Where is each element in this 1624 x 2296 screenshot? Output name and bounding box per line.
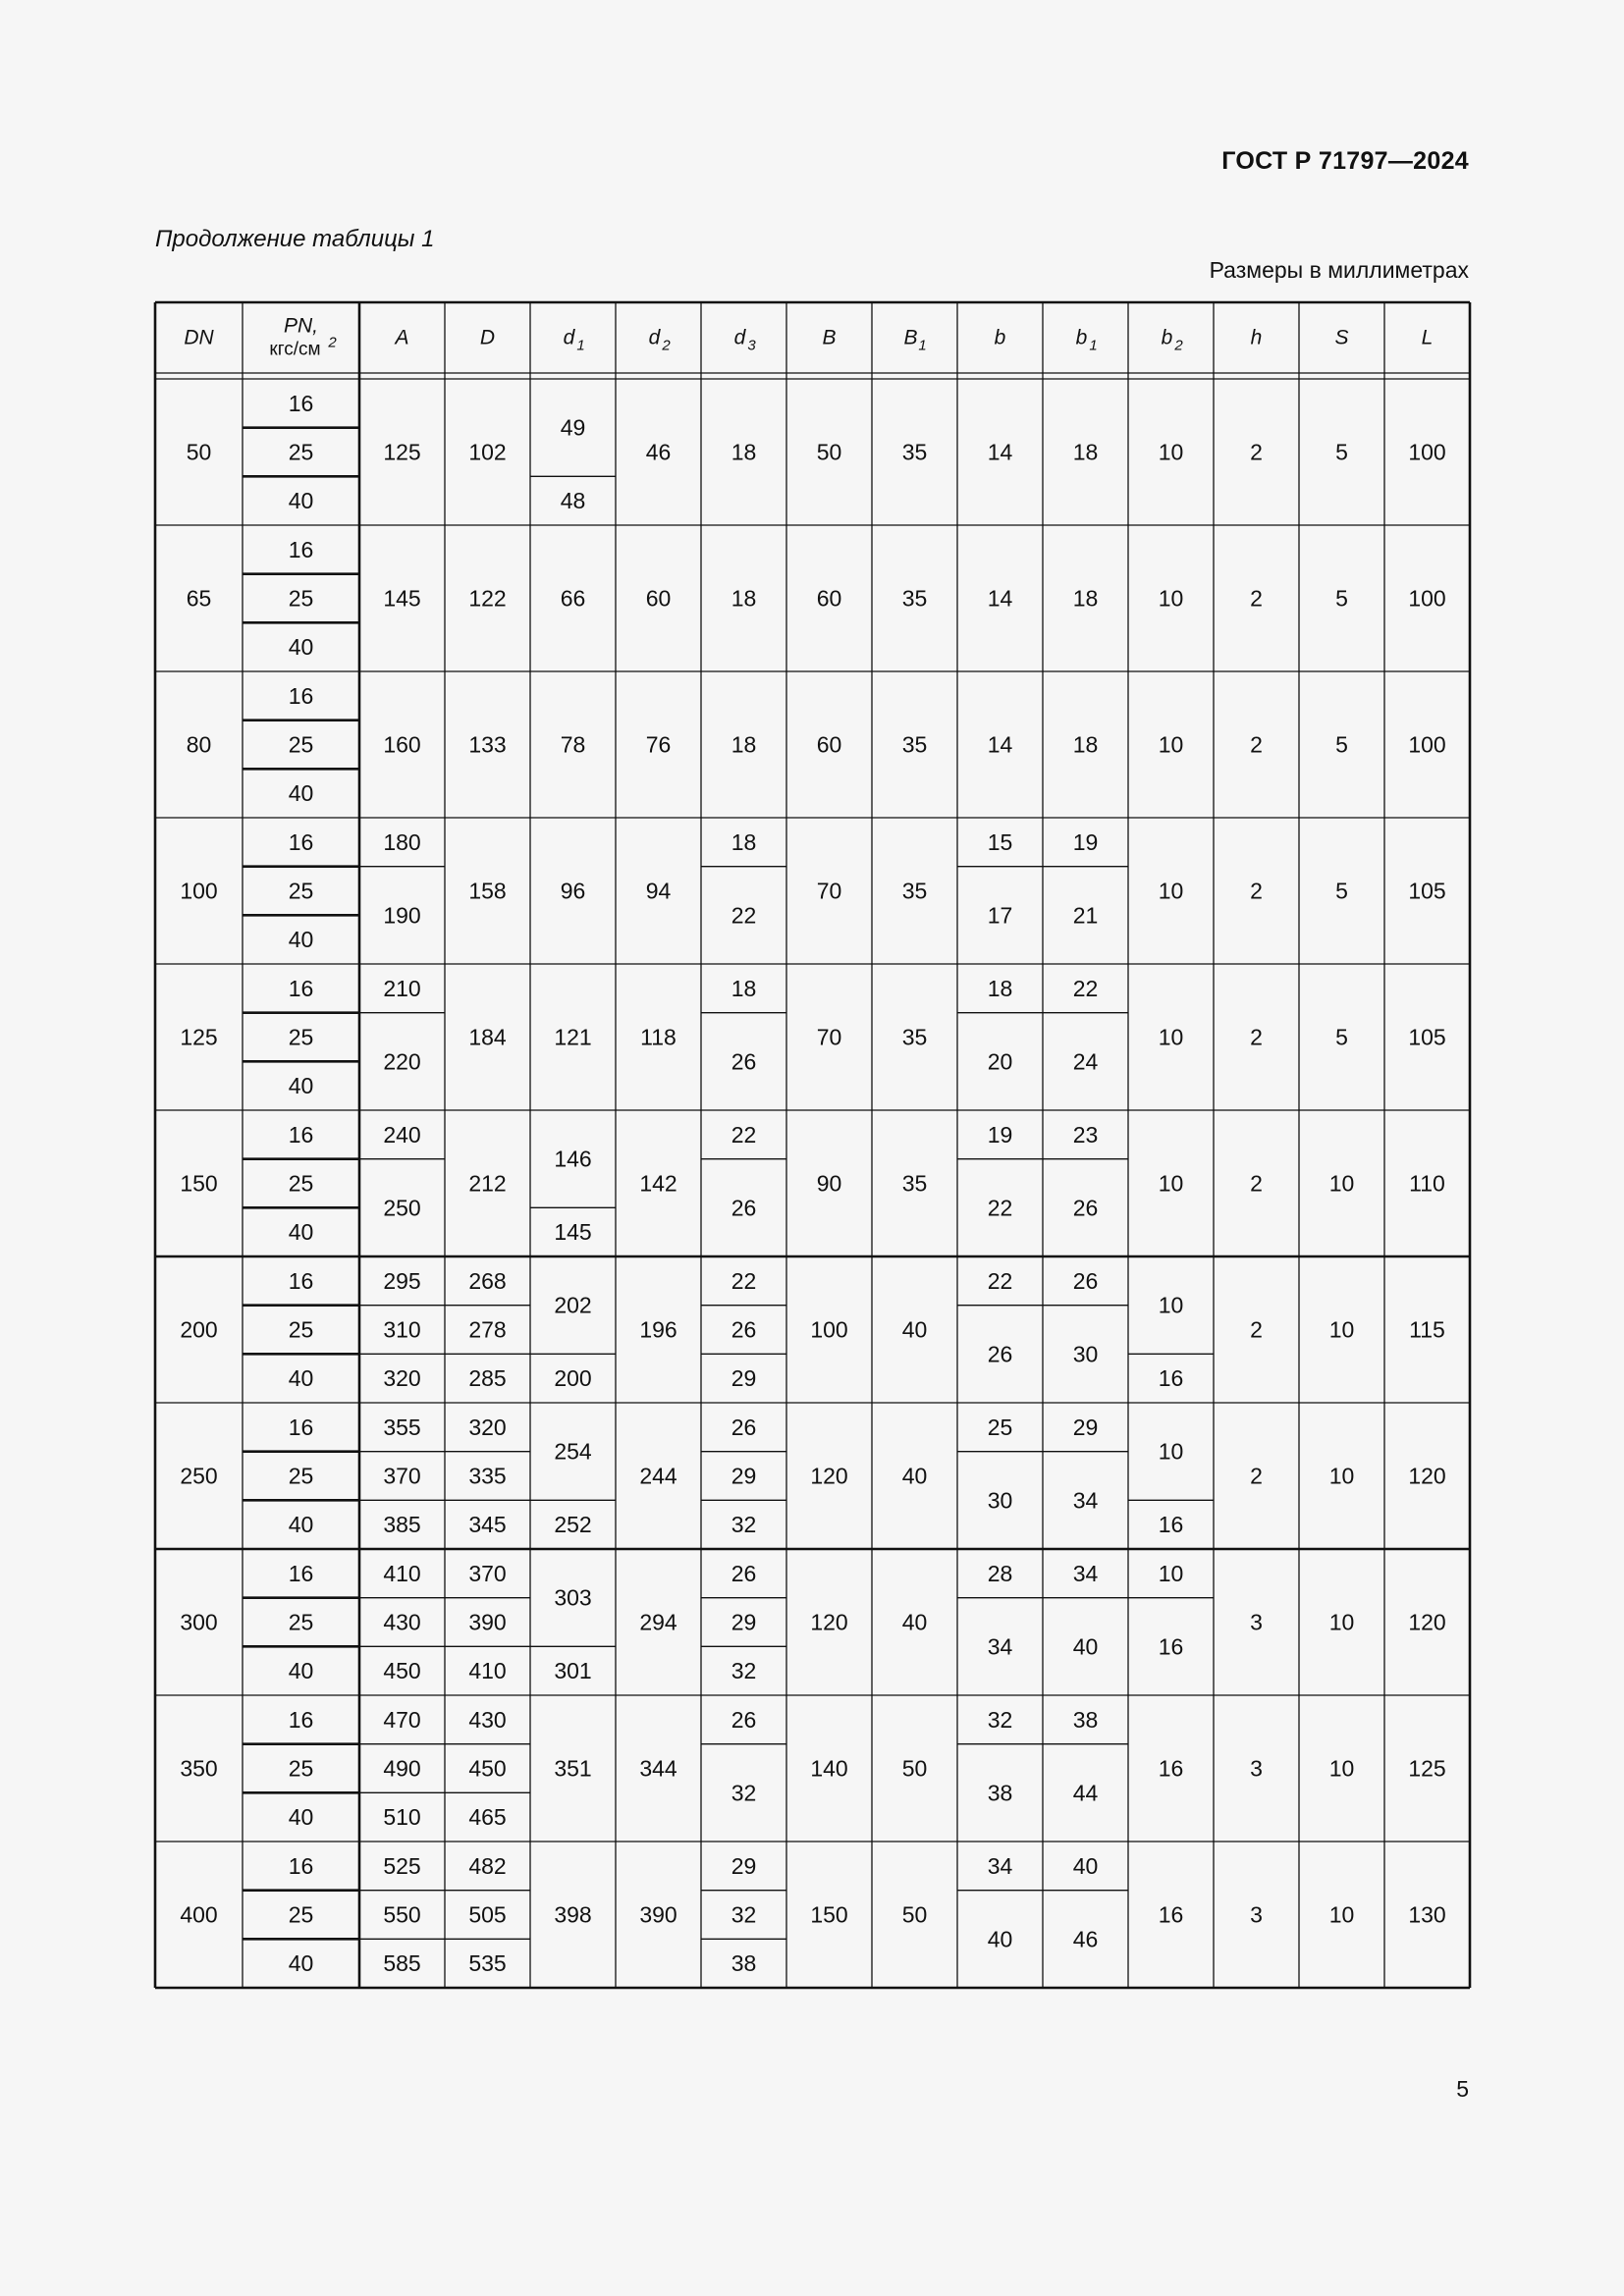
table-cell: 10 — [1158, 878, 1184, 904]
table-cell: 16 — [288, 1560, 314, 1586]
table-cell: 25 — [288, 1024, 314, 1050]
table-cell: 470 — [383, 1706, 421, 1733]
table-cell: 76 — [645, 731, 672, 758]
table-cell: 2 — [1250, 1024, 1263, 1050]
table-cell: 20 — [987, 1048, 1013, 1075]
table-cell: 40 — [1072, 1633, 1099, 1660]
table-cell: 46 — [1072, 1926, 1099, 1952]
table-cell: 22 — [987, 1267, 1013, 1294]
table-cell: 300 — [180, 1609, 218, 1635]
header-d2: d — [648, 326, 661, 349]
table-cell: 115 — [1409, 1316, 1445, 1343]
table-cell: 29 — [731, 1609, 757, 1635]
table-cell: 5 — [1335, 1024, 1348, 1050]
table-cell: 14 — [987, 439, 1013, 465]
table-cell: 10 — [1158, 1024, 1184, 1050]
table-cell: 21 — [1072, 902, 1099, 929]
table-cell: 120 — [1408, 1463, 1446, 1489]
table-cell: 18 — [987, 975, 1013, 1001]
table-cell: 184 — [468, 1024, 507, 1050]
table-cell: 16 — [288, 975, 314, 1001]
table-cell: 335 — [468, 1463, 507, 1489]
table-cell: 210 — [383, 975, 421, 1001]
header-b: b — [994, 326, 1006, 349]
table-cell: 65 — [186, 585, 212, 612]
table-cell: 19 — [987, 1121, 1013, 1148]
table-cell: 49 — [560, 414, 586, 441]
table-cell: 29 — [731, 1852, 757, 1879]
table-cell: 25 — [288, 1901, 314, 1928]
table-cell: 355 — [383, 1414, 421, 1440]
table-cell: 14 — [987, 585, 1013, 612]
table-cell: 25 — [288, 585, 314, 612]
table-cell: 10 — [1158, 1438, 1184, 1465]
table-cell: 2 — [1250, 1463, 1263, 1489]
table-cell: 294 — [639, 1609, 677, 1635]
table-cell: 10 — [1158, 585, 1184, 612]
table-cell: 180 — [383, 828, 421, 855]
header-l: L — [1421, 326, 1434, 349]
table-cell: 25 — [288, 878, 314, 904]
header-d3: d — [733, 326, 746, 349]
table-cell: 32 — [731, 1780, 757, 1806]
table-cell: 320 — [468, 1414, 507, 1440]
table-cell: 70 — [816, 1024, 842, 1050]
table-cell: 16 — [288, 1852, 314, 1879]
table-cell: 35 — [901, 1170, 928, 1197]
header-s: S — [1334, 326, 1349, 349]
table-cell: 303 — [554, 1584, 592, 1611]
table-cell: 2 — [1250, 731, 1263, 758]
table-cell: 44 — [1072, 1780, 1099, 1806]
table-cell: 40 — [288, 1512, 314, 1538]
table-cell: 50 — [186, 439, 212, 465]
table-cell: 370 — [468, 1560, 507, 1586]
header-h: h — [1250, 326, 1263, 349]
table-cell: 390 — [468, 1609, 507, 1635]
table-cell: 320 — [383, 1365, 421, 1392]
table-cell: 133 — [468, 731, 507, 758]
table-cell: 410 — [383, 1560, 421, 1586]
table-cell: 5 — [1335, 731, 1348, 758]
table-cell: 510 — [383, 1804, 421, 1831]
table-cell: 16 — [288, 1121, 314, 1148]
table-cell: 25 — [288, 731, 314, 758]
table-cell: 140 — [810, 1755, 848, 1782]
table-cell: 50 — [901, 1901, 928, 1928]
table-cell: 100 — [1408, 439, 1446, 465]
header-a: A — [395, 326, 409, 349]
table-cell: 150 — [180, 1170, 218, 1197]
table-cell: 26 — [1072, 1195, 1099, 1221]
table-cell: 344 — [639, 1755, 677, 1782]
table-cell: 482 — [468, 1852, 507, 1879]
header-b2: b — [1161, 326, 1173, 349]
table-cell: 2 — [1250, 878, 1263, 904]
table-cell: 2 — [1250, 1170, 1263, 1197]
table-cell: 28 — [987, 1560, 1013, 1586]
table-cell: 26 — [731, 1414, 757, 1440]
table-cell: 252 — [554, 1512, 592, 1538]
table-cell: 505 — [468, 1901, 507, 1928]
table-cell: 2 — [1250, 585, 1263, 612]
table-cell: 34 — [987, 1633, 1013, 1660]
table-cell: 10 — [1158, 1170, 1184, 1197]
table-cell: 3 — [1250, 1755, 1263, 1782]
table-cell: 125 — [383, 439, 421, 465]
table-cell: 38 — [731, 1950, 757, 1977]
table-cell: 18 — [1072, 585, 1099, 612]
table-cell: 10 — [1328, 1463, 1355, 1489]
table-cell: 24 — [1072, 1048, 1099, 1075]
table-cell: 2 — [1250, 1316, 1263, 1343]
table-cell: 450 — [383, 1658, 421, 1684]
table-cell: 310 — [383, 1316, 421, 1343]
table-cell: 26 — [731, 1560, 757, 1586]
table-cell: 254 — [554, 1438, 592, 1465]
table-cell: 5 — [1335, 585, 1348, 612]
page-number: 5 — [1456, 2076, 1469, 2102]
table-cell: 60 — [645, 585, 672, 612]
table-cell: 3 — [1250, 1609, 1263, 1635]
table-cell: 35 — [901, 585, 928, 612]
table-cell: 285 — [468, 1365, 507, 1392]
header-b1: b — [1075, 326, 1088, 349]
table-cell: 220 — [383, 1048, 421, 1075]
table-cell: 26 — [1072, 1267, 1099, 1294]
table-cell: 100 — [1408, 731, 1446, 758]
table-cell: 10 — [1328, 1316, 1355, 1343]
table-cell: 350 — [180, 1755, 218, 1782]
table-cell: 118 — [640, 1024, 677, 1050]
table-cell: 100 — [1408, 585, 1446, 612]
table-cell: 35 — [901, 731, 928, 758]
table-cell: 26 — [731, 1316, 757, 1343]
document-code: ГОСТ Р 71797—2024 — [1221, 147, 1469, 175]
table-cell: 22 — [987, 1195, 1013, 1221]
table-cell: 40 — [288, 1073, 314, 1099]
table-cell: 40 — [1072, 1852, 1099, 1879]
table-cell: 525 — [383, 1852, 421, 1879]
table-cell: 16 — [288, 390, 314, 416]
table-cell: 16 — [288, 536, 314, 562]
table-cell: 26 — [731, 1195, 757, 1221]
table-cell: 390 — [639, 1901, 677, 1928]
table-cell: 35 — [901, 878, 928, 904]
table-cell: 25 — [288, 1170, 314, 1197]
table-cell: 80 — [186, 731, 212, 758]
table-cell: 40 — [288, 488, 314, 514]
table-cell: 5 — [1335, 878, 1348, 904]
table-cell: 14 — [987, 731, 1013, 758]
header-subscript: 1 — [918, 337, 927, 354]
table-cell: 48 — [560, 488, 586, 514]
table-cell: 40 — [288, 1804, 314, 1831]
header-subscript: 2 — [662, 337, 671, 354]
table-cell: 40 — [901, 1463, 928, 1489]
table-cell: 125 — [180, 1024, 218, 1050]
table-cell: 17 — [987, 902, 1013, 929]
table-cell: 22 — [731, 902, 757, 929]
table-cell: 10 — [1328, 1755, 1355, 1782]
table-cell: 22 — [731, 1121, 757, 1148]
table-cell: 345 — [468, 1512, 507, 1538]
table-cell: 450 — [468, 1755, 507, 1782]
table-cell: 34 — [1072, 1560, 1099, 1586]
table-cell: 70 — [816, 878, 842, 904]
table-cell: 120 — [1408, 1609, 1446, 1635]
table-cell: 200 — [554, 1365, 592, 1392]
table-cell: 550 — [383, 1901, 421, 1928]
table-cell: 244 — [639, 1463, 677, 1489]
table-cell: 158 — [468, 878, 507, 904]
table-cell: 5 — [1335, 439, 1348, 465]
table-cell: 16 — [288, 682, 314, 709]
table-cell: 10 — [1158, 1560, 1184, 1586]
table-cell: 105 — [1408, 878, 1446, 904]
table-cell: 40 — [987, 1926, 1013, 1952]
table-cell: 90 — [816, 1170, 842, 1197]
table-cell: 142 — [639, 1170, 677, 1197]
table-cell: 18 — [731, 731, 757, 758]
table-cell: 32 — [987, 1706, 1013, 1733]
table-cell: 240 — [383, 1121, 421, 1148]
table-cell: 25 — [288, 1316, 314, 1343]
table-cell: 18 — [1072, 439, 1099, 465]
table-cell: 16 — [288, 828, 314, 855]
table-cell: 29 — [731, 1365, 757, 1392]
table-cell: 145 — [383, 585, 421, 612]
table-cell: 40 — [288, 1658, 314, 1684]
table-cell: 22 — [731, 1267, 757, 1294]
units-note: Размеры в миллиметрах — [1209, 257, 1469, 283]
table-cell: 301 — [554, 1658, 592, 1684]
table-cell: 200 — [180, 1316, 218, 1343]
table-cell: 66 — [560, 585, 586, 612]
table-cell: 130 — [1408, 1901, 1446, 1928]
header-d1: d — [563, 326, 575, 349]
table-cell: 16 — [288, 1414, 314, 1440]
table-cell: 120 — [810, 1463, 848, 1489]
table-cell: 351 — [554, 1755, 592, 1782]
table-cell: 40 — [901, 1316, 928, 1343]
table-cell: 96 — [560, 878, 586, 904]
table-cell: 10 — [1158, 1292, 1184, 1318]
table-cell: 50 — [816, 439, 842, 465]
table-cell: 16 — [288, 1706, 314, 1733]
table-cell: 122 — [468, 585, 507, 612]
header-d: D — [479, 326, 496, 349]
table-cell: 29 — [731, 1463, 757, 1489]
table-cell: 295 — [383, 1267, 421, 1294]
table-cell: 10 — [1328, 1170, 1355, 1197]
table-cell: 78 — [560, 731, 586, 758]
table-cell: 26 — [987, 1341, 1013, 1367]
table-cell: 16 — [1158, 1512, 1184, 1538]
table-cell: 40 — [288, 927, 314, 953]
table-caption: Продолжение таблицы 1 — [155, 226, 435, 252]
table-cell: 60 — [816, 585, 842, 612]
table-cell: 18 — [731, 585, 757, 612]
table-cell: 10 — [1328, 1609, 1355, 1635]
table-cell: 50 — [901, 1755, 928, 1782]
table-cell: 15 — [987, 828, 1013, 855]
table-cell: 370 — [383, 1463, 421, 1489]
header-dn: DN — [184, 326, 214, 349]
table-cell: 26 — [731, 1706, 757, 1733]
table-cell: 400 — [180, 1901, 218, 1928]
table-cell: 40 — [901, 1609, 928, 1635]
table-cell: 22 — [1072, 975, 1099, 1001]
table-cell: 490 — [383, 1755, 421, 1782]
table-cell: 25 — [288, 1609, 314, 1635]
table-cell: 38 — [987, 1780, 1013, 1806]
table-cell: 535 — [468, 1950, 507, 1977]
table-cell: 26 — [731, 1048, 757, 1075]
table-cell: 398 — [554, 1901, 592, 1928]
table-cell: 278 — [468, 1316, 507, 1343]
header-subscript: 3 — [747, 337, 756, 354]
table-cell: 40 — [288, 780, 314, 807]
table-cell: 16 — [1158, 1755, 1184, 1782]
table-cell: 160 — [383, 731, 421, 758]
table-cell: 105 — [1408, 1024, 1446, 1050]
table-cell: 410 — [468, 1658, 507, 1684]
table-cell: 385 — [383, 1512, 421, 1538]
table-cell: 18 — [731, 828, 757, 855]
table-cell: 120 — [810, 1609, 848, 1635]
table-cell: 32 — [731, 1658, 757, 1684]
table-cell: 18 — [731, 439, 757, 465]
table-cell: 145 — [554, 1219, 592, 1246]
table-cell: 250 — [383, 1195, 421, 1221]
table-cell: 212 — [468, 1170, 507, 1197]
table-cell: 121 — [554, 1024, 592, 1050]
table-cell: 34 — [987, 1852, 1013, 1879]
table-cell: 102 — [468, 439, 507, 465]
table-cell: 585 — [383, 1950, 421, 1977]
table-cell: 146 — [554, 1146, 592, 1172]
table-cell: 202 — [554, 1292, 592, 1318]
table-cell: 40 — [288, 1365, 314, 1392]
table-cell: 30 — [1072, 1341, 1099, 1367]
header-pn-sup: 2 — [328, 334, 337, 351]
table-cell: 16 — [1158, 1633, 1184, 1660]
header-b: B — [822, 326, 837, 349]
table-cell: 23 — [1072, 1121, 1099, 1148]
table-cell: 32 — [731, 1512, 757, 1538]
table-cell: 25 — [288, 1463, 314, 1489]
table-cell: 30 — [987, 1487, 1013, 1514]
table-cell: 18 — [1072, 731, 1099, 758]
table-cell: 32 — [731, 1901, 757, 1928]
header-b1: B — [903, 326, 918, 349]
table-cell: 38 — [1072, 1706, 1099, 1733]
table-cell: 35 — [901, 439, 928, 465]
table-cell: 16 — [1158, 1365, 1184, 1392]
header-pn-unit: кгс/см — [269, 339, 321, 360]
table-cell: 60 — [816, 731, 842, 758]
table-cell: 465 — [468, 1804, 507, 1831]
table-cell: 25 — [987, 1414, 1013, 1440]
table-cell: 100 — [180, 878, 218, 904]
table-cell: 25 — [288, 439, 314, 465]
table-cell: 110 — [1409, 1170, 1445, 1197]
table-cell: 29 — [1072, 1414, 1099, 1440]
table-cell: 94 — [645, 878, 672, 904]
table-cell: 196 — [639, 1316, 677, 1343]
table-cell: 10 — [1328, 1901, 1355, 1928]
table-cell: 190 — [383, 902, 421, 929]
table-cell: 16 — [288, 1267, 314, 1294]
header-subscript: 1 — [576, 337, 585, 354]
table-cell: 19 — [1072, 828, 1099, 855]
table-cell: 40 — [288, 1950, 314, 1977]
header-subscript: 1 — [1089, 337, 1098, 354]
table-cell: 268 — [468, 1267, 507, 1294]
table-cell: 3 — [1250, 1901, 1263, 1928]
table-cell: 430 — [468, 1706, 507, 1733]
table-cell: 10 — [1158, 731, 1184, 758]
table-cell: 10 — [1158, 439, 1184, 465]
header-pn: PN, — [283, 314, 319, 338]
table-cell: 125 — [1408, 1755, 1446, 1782]
table-cell: 100 — [810, 1316, 848, 1343]
table-cell: 430 — [383, 1609, 421, 1635]
table-cell: 46 — [645, 439, 672, 465]
table-cell: 2 — [1250, 439, 1263, 465]
table-cell: 40 — [288, 634, 314, 661]
table-cell: 250 — [180, 1463, 218, 1489]
table-cell: 150 — [810, 1901, 848, 1928]
table-cell: 35 — [901, 1024, 928, 1050]
table-cell: 34 — [1072, 1487, 1099, 1514]
table-cell: 18 — [731, 975, 757, 1001]
header-subscript: 2 — [1174, 337, 1183, 354]
table-cell: 16 — [1158, 1901, 1184, 1928]
table-cell: 40 — [288, 1219, 314, 1246]
table-cell: 25 — [288, 1755, 314, 1782]
